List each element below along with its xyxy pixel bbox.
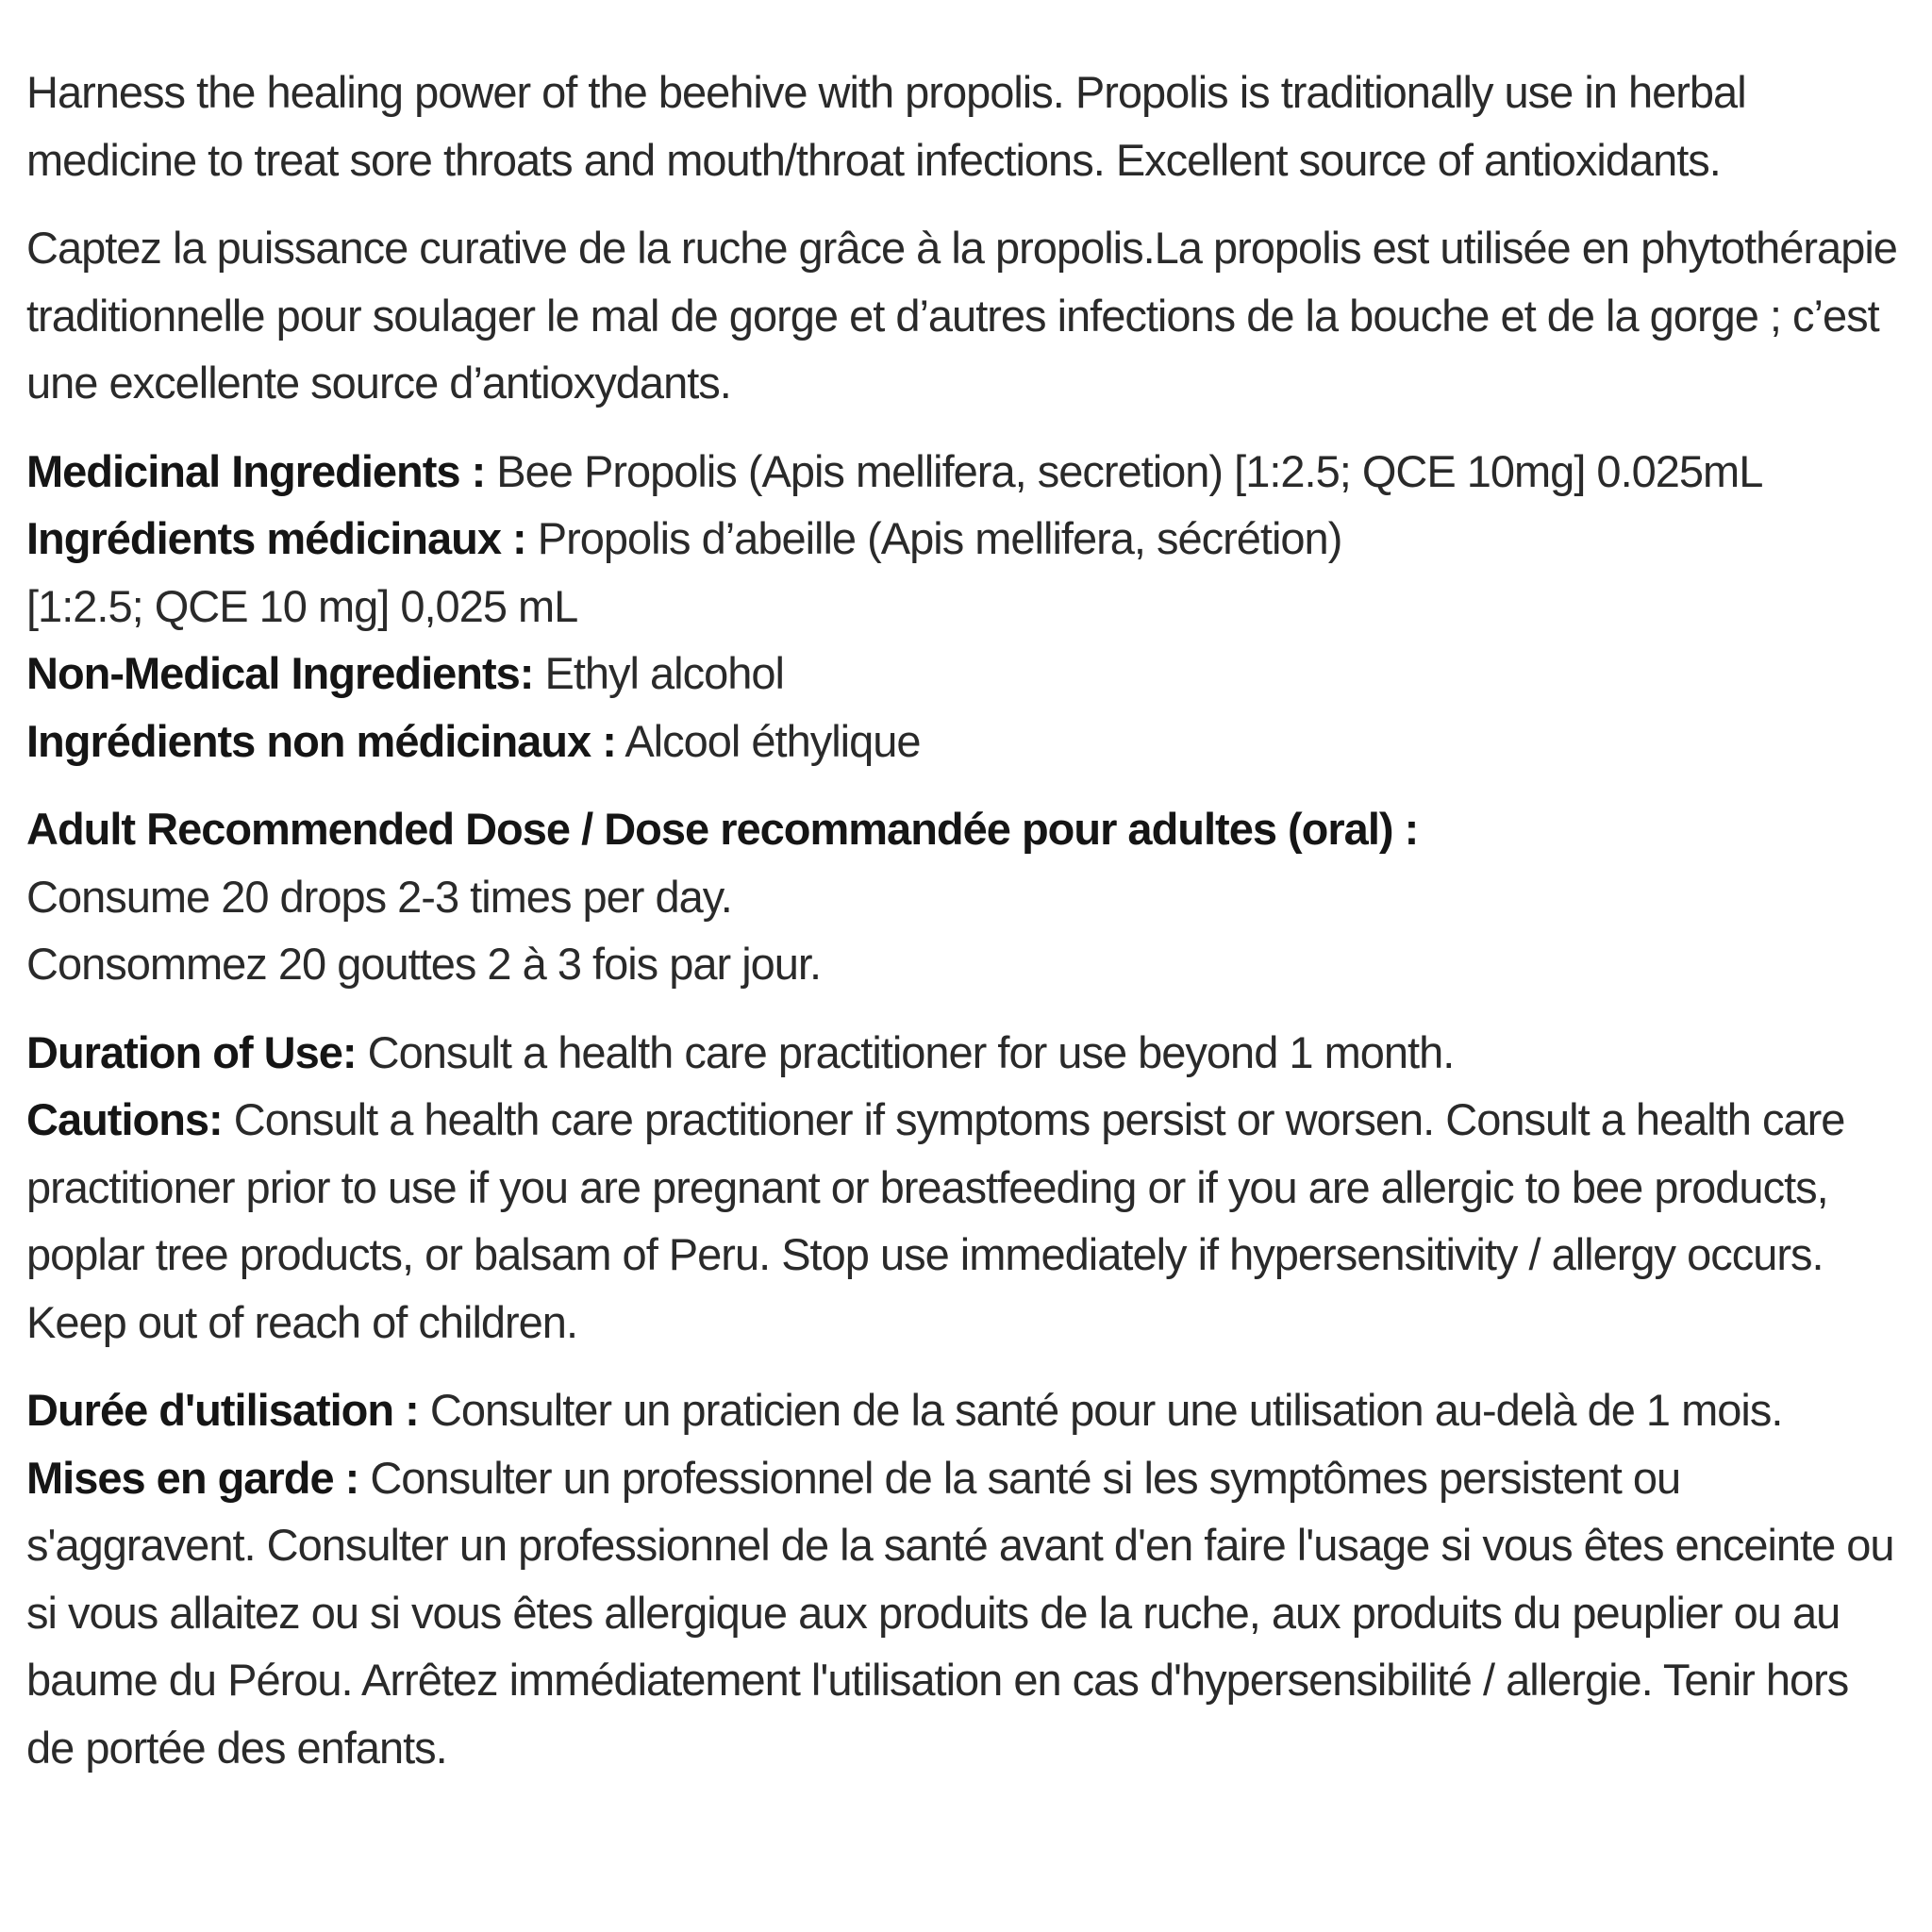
intro-fr-line: traditionnelle pour soulager le mal de gorge et d’autres infections de la bouche et de la gorge ; c’est [26,290,1879,341]
dose-english: Consume 20 drops 2-3 times per day. [26,871,732,922]
cautions-french-section [26,1376,1909,1781]
intro-english [26,58,1909,193]
cautions-en-line: Keep out of reach of children. [26,1296,578,1347]
cautions-en [26,1086,1909,1154]
dose-french: Consommez 20 gouttes 2 à 3 fois par jour. [26,939,822,989]
medicinal-ingredients-fr-label: Ingrédients médicinaux : [26,513,526,563]
cautions-en-line: practitioner prior to use if you are pregnant or breastfeeding or if you are allergic to bee products, [26,1161,1828,1212]
intro-fr-line: une excellente source d’antioxydants. [26,358,731,408]
non-medicinal-ingredients-fr-label: Ingrédients non médicinaux : [26,715,616,766]
non-medicinal-ingredients-en-label: Non-Medical Ingredients: [26,648,534,698]
cautions-fr-line: de portée des enfants. [26,1722,447,1773]
product-label-document [26,58,1909,1802]
cautions-fr-line: s'aggravent. Consulter un professionnel de la santé avant d'en faire l'usage si vous êtes enceinte ou [26,1520,1894,1570]
cautions-fr-label: Mises en garde : [26,1452,359,1503]
duration-of-use-fr [26,1376,1909,1444]
duration-of-use-en [26,1019,1909,1087]
medicinal-ingredients-en-label: Medicinal Ingredients : [26,445,486,496]
medicinal-ingredients-fr-value: Propolis d’abeille (Apis mellifera, sécrétion) [525,513,1342,563]
cautions-fr-line: si vous allaitez ou si vous êtes allergique aux produits de la ruche, aux produits du peuplier ou au [26,1587,1840,1638]
non-medicinal-ingredients-en-value: Ethyl alcohol [533,648,784,698]
intro-en-line: Harness the healing power of the beehive with propolis. Propolis is traditionally use in herbal [26,67,1746,117]
dose-heading: Adult Recommended Dose / Dose recommandée pour adultes (oral) : [26,804,1419,854]
cautions-english-section [26,1019,1909,1357]
duration-of-use-fr-label: Durée d'utilisation : [26,1385,419,1435]
intro-fr-line: Captez la puissance curative de la ruche grâce à la propolis.La propolis est utilisée en phytothérapie [26,223,1897,273]
cautions-en-line: poplar tree products, or balsam of Peru. Stop use immediately if hypersensitivity / allergy occurs. [26,1229,1824,1279]
non-medicinal-ingredients-fr [26,708,1909,775]
cautions-en-label: Cautions: [26,1094,223,1144]
intro-french [26,214,1909,417]
non-medicinal-ingredients-fr-value: Alcool éthylique [615,715,921,766]
medicinal-ingredients-en [26,438,1909,506]
non-medicinal-ingredients-en [26,640,1909,708]
medicinal-ingredients-en-value: Bee Propolis (Apis mellifera, secretion) [1:2.5; QCE 10mg] 0.025mL [485,445,1763,496]
medicinal-ingredients-fr [26,505,1909,573]
duration-of-use-en-value: Consult a health care practitioner for use beyond 1 month. [356,1026,1455,1077]
cautions-fr [26,1444,1909,1512]
duration-of-use-fr-value: Consulter un praticien de la santé pour une utilisation au-delà de 1 mois. [418,1385,1783,1435]
intro-en-line: medicine to treat sore throats and mouth/throat infections. Excellent source of antioxidants. [26,134,1721,185]
ingredients-section [26,438,1909,775]
dose-section [26,795,1909,998]
duration-of-use-en-label: Duration of Use: [26,1026,357,1077]
cautions-en-value: Consult a health care practitioner if symptoms persist or worsen. Consult a health care [222,1094,1845,1144]
cautions-fr-value: Consulter un professionnel de la santé si les symptômes persistent ou [358,1452,1681,1503]
medicinal-ingredients-fr-continued: [1:2.5; QCE 10 mg] 0,025 mL [26,580,578,631]
cautions-fr-line: baume du Pérou. Arrêtez immédiatement l'utilisation en cas d'hypersensibilité / allergie. Tenir hors [26,1655,1849,1705]
